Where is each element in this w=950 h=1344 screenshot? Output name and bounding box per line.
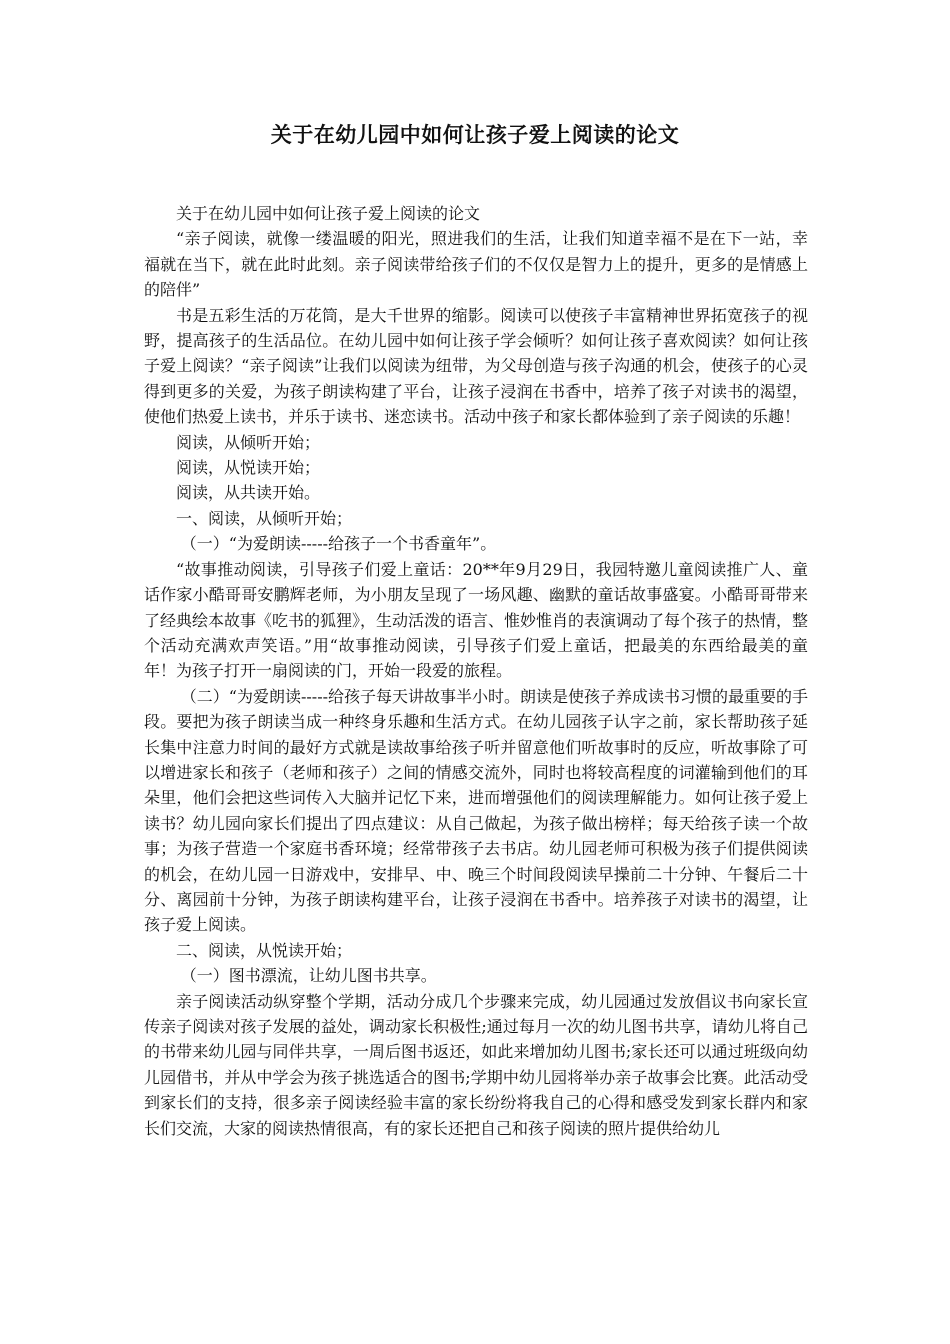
subsection-heading-2-1: （一）图书漂流，让幼儿图书共享。: [180, 966, 437, 986]
subsection-heading-1-1: （一）“为爱朗读-----给孩子一个书香童年”。: [180, 534, 497, 554]
paragraph-story-event: “故事推动阅读，引导孩子们爱上童话：20**年9月29日，我园特邀儿童阅读推广人、童话作家小酷哥哥安鹏辉老师，为小朋友呈现了一场风趣、幽默的童话故事盛宴。小酷哥哥带来了经典绘本故事《吃书的狐狸》，生动活泼的语言、惟妙惟肖的表演调动了每个孩子的热情，整个活动充满欢声笑语。”用“故事推动阅读，引导孩子们爱上童话，把最美的东西给最美的童年！为孩子打开一扇阅读的门，开始一段爱的旅程。: [144, 559, 809, 681]
section-heading-2: 二、阅读，从悦读开始；: [176, 940, 353, 960]
paragraph-quote: “亲子阅读，就像一缕温暖的阳光，照进我们的生活，让我们知道幸福不是在下一站，幸福就在当下，就在此时此刻。亲子阅读带给孩子们的不仅仅是智力上的提升，更多的是情感上的陪伴”: [144, 229, 808, 300]
paragraph-list-item: 阅读，从悦读开始；: [176, 458, 321, 478]
paragraph-heading-repeat: 关于在幼儿园中如何让孩子爱上阅读的论文: [176, 204, 481, 223]
document-body: [144, 201, 808, 1141]
document-title: 关于在幼儿园中如何让孩子爱上阅读的论文: [270, 123, 680, 147]
paragraph-intro: 书是五彩生活的万花筒，是大千世界的缩影。阅读可以使孩子丰富精神世界拓宽孩子的视野，提高孩子的生活品位。在幼儿园中如何让孩子学会倾听？如何让孩子喜欢阅读？如何让孩子爱上阅读？“亲子阅读”让我们以阅读为纽带，为父母创造与孩子沟通的机会，使孩子的心灵得到更多的关爱，为孩子朗读构建了平台，让孩子浸润在书香中，培养了孩子对读书的渴望，使他们热爱上读书，并乐于读书、迷恋读书。活动中孩子和家长都体验到了亲子阅读的乐趣！: [144, 305, 808, 427]
paragraph-list-item: 阅读，从共读开始。: [176, 483, 321, 503]
paragraph-book-drift: 亲子阅读活动纵穿整个学期，活动分成几个步骤来完成，幼儿园通过发放倡议书向家长宣传亲子阅读对孩子发展的益处，调动家长积极性;通过每月一次的幼儿图书共享，请幼儿将自己的书带来幼儿园与同伴共享，一周后图书返还，如此来增加幼儿图书;家长还可以通过班级向幼儿园借书，并从中学会为孩子挑选适合的图书;学期中幼儿园将举办亲子故事会比赛。此活动受到家长们的支持，很多亲子阅读经验丰富的家长纷纷将我自己的心得和感受发到家长群内和家长们交流，大家的阅读热情很高，有的家长还把自己和孩子阅读的照片提供给幼儿: [144, 991, 808, 1138]
paragraph-read-aloud: （二）“为爱朗读-----给孩子每天讲故事半小时。朗读是使孩子养成读书习惯的最重要的手段。要把为孩子朗读当成一种终身乐趣和生活方式。在幼儿园孩子认字之前，家长帮助孩子延长集中注意力时间的最好方式就是读故事给孩子听并留意他们听故事时的反应，听故事除了可以增进家长和孩子（老师和孩子）之间的情感交流外，同时也将较高程度的词灌输到他们的耳朵里，他们会把这些词传入大脑并记忆下来，进而增强他们的阅读理解能力。如何让孩子爱上读书？幼儿园向家长们提出了四点建议：从自己做起，为孩子做出榜样；每天给孩子读一个故事；为孩子营造一个家庭书香环境；经常带孩子去书店。幼儿园老师可积极为孩子们提供阅读的机会，在幼儿园一日游戏中，安排早、中、晚三个时间段阅读早操前二十分钟、午餐后二十分、离园前十分钟，为孩子朗读构建平台，让孩子浸润在书香中。培养孩子对读书的渴望，让孩子爱上阅读。: [144, 686, 809, 935]
section-heading-1: 一、阅读，从倾听开始；: [176, 508, 353, 528]
paragraph-list-item: 阅读，从倾听开始；: [176, 432, 321, 452]
